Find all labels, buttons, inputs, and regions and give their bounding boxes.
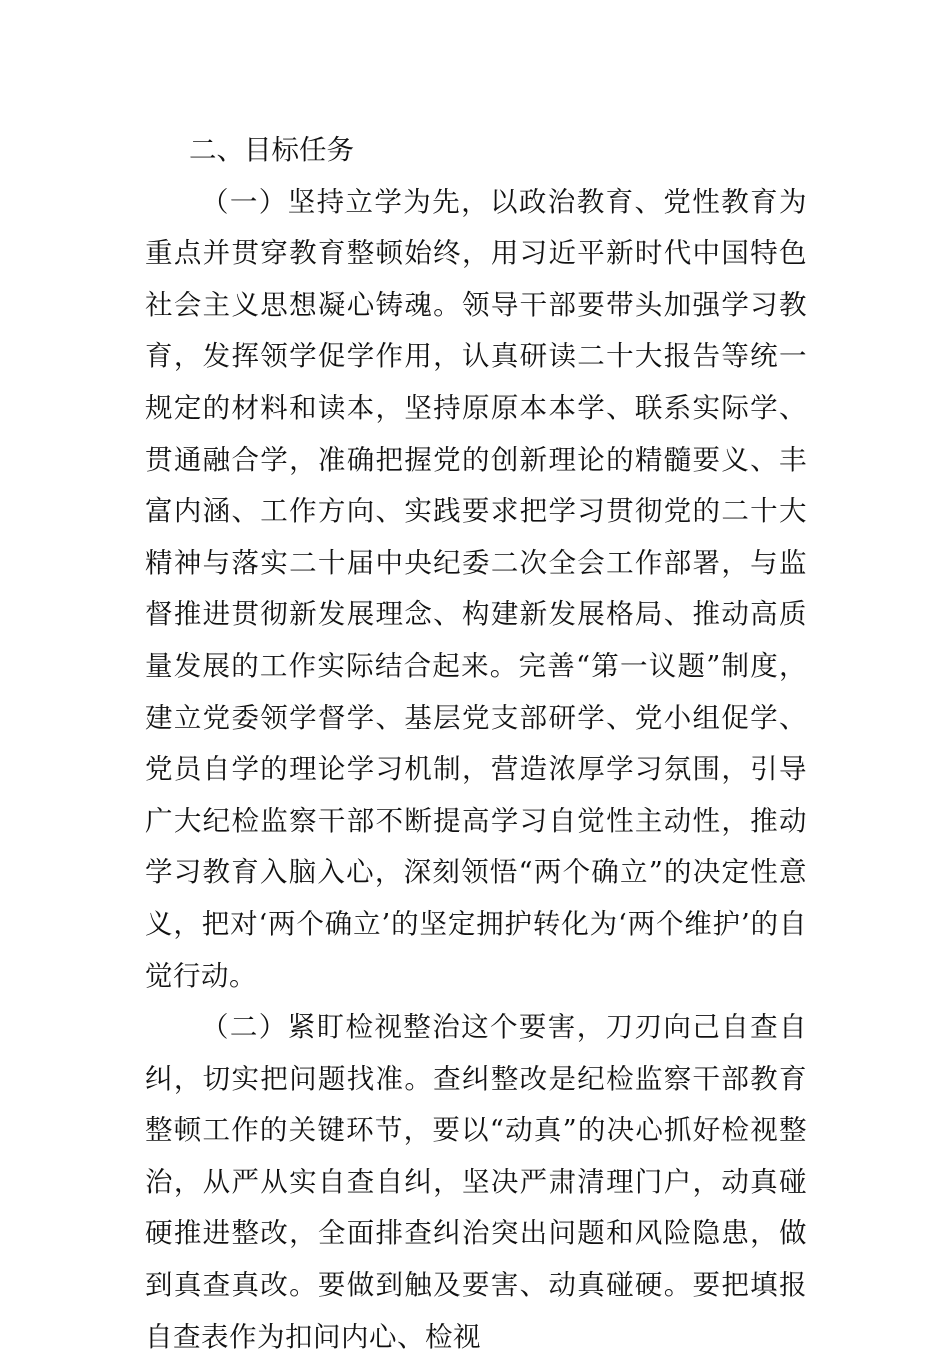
paragraph-1: （一）坚持立学为先，以政治教育、党性教育为重点并贯穿教育整顿始终，用习近平新时代中国特色社会主义思想凝心铸魂。领导干部要带头加强学习教育，发挥领学促学作用，认真研读二十大报告等统一规定的材料和读本，坚持原原本本学、联系实际学、贯通融合学，准确把握党的创新理论的精髓要义、丰富内涵、工作方向、实践要求把学习贯彻党的二十大精神与落实二十届中央纪委二次全会工作部署，与监督推进贯彻新发展理念、构建新发展格局、推动高质量发展的工作实际结合起来。完善“第一议题”制度，建立党委领学督学、基层党支部研学、党小组促学、党员自学的理论学习机制，营造浓厚学习氛围，引导广大纪检监察干部不断提高学习自觉性主动性，推动学习教育入脑入心，深刻领悟“两个确立”的决定性意义，把对‘两个确立’的坚定拥护转化为‘两个维护’的自觉行动。 bbox=[145, 185, 807, 992]
section-heading: 二、目标任务 bbox=[189, 134, 354, 166]
paragraph-2: （二）紧盯检视整治这个要害，刀刃向己自查自纠，切实把问题找准。查纠整改是纪检监察干部教育整顿工作的关键环节，要以“动真”的决心抓好检视整治，从严从实自查自纠，坚决严肃清理门户，动真碰硬推进整改，全面排查纠治突出问题和风险隐患，做到真查真改。要做到触及要害、动真碰硬。要把填报自查表作为扣问内心、检视 bbox=[145, 1011, 807, 1353]
document-body bbox=[145, 125, 807, 1363]
